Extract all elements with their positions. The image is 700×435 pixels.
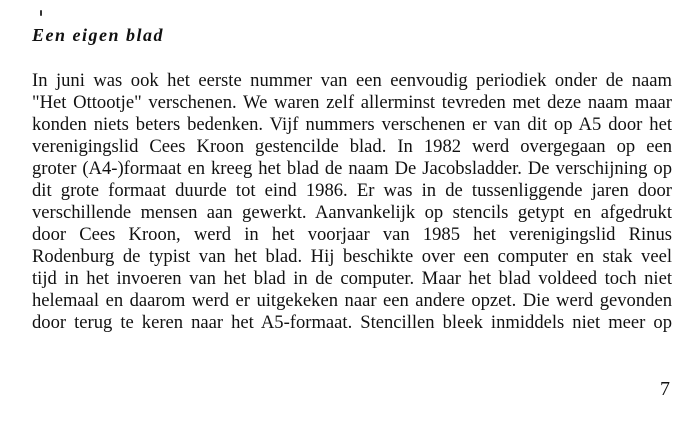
body-paragraph <box>32 70 672 334</box>
text-line: dit grote formaat duurde tot eind 1986. Er was in de tussenliggende jaren door <box>32 180 672 201</box>
text-line: tijd in het invoeren van het blad in de computer. Maar het blad voldeed toch niet <box>32 268 672 289</box>
scan-speck <box>40 10 42 16</box>
section-heading: Een eigen blad <box>32 25 164 45</box>
text-line: verenigingslid Cees Kroon gestencilde blad. In 1982 werd overgegaan op een <box>32 136 672 157</box>
text-line: verschillende mensen aan gewerkt. Aanvankelijk op stencils getypt en afgedrukt <box>32 202 672 223</box>
text-line: door Cees Kroon, werd in het voorjaar van 1985 het verenigingslid Rinus <box>32 224 672 245</box>
text-line: konden niets beters bedenken. Vijf nummers verschenen er van dit op A5 door het <box>32 114 672 135</box>
text-line: In juni was ook het eerste nummer van een eenvoudig periodiek onder de naam <box>32 70 672 91</box>
text-line: helemaal en daarom werd er uitgekeken naar een andere opzet. Die werd gevonden <box>32 290 672 311</box>
text-line: groter (A4-)formaat en kreeg het blad de naam De Jacobsladder. De verschijning op <box>32 158 672 179</box>
text-line: Rodenburg de typist van het blad. Hij beschikte over een computer en stak veel <box>32 246 672 267</box>
text-line: door terug te keren naar het A5-formaat. Stencillen bleek inmiddels niet meer op <box>32 312 672 333</box>
page-number: 7 <box>660 378 670 400</box>
text-line: "Het Ottootje" verschenen. We waren zelf allerminst tevreden met deze naam maar <box>32 92 672 113</box>
